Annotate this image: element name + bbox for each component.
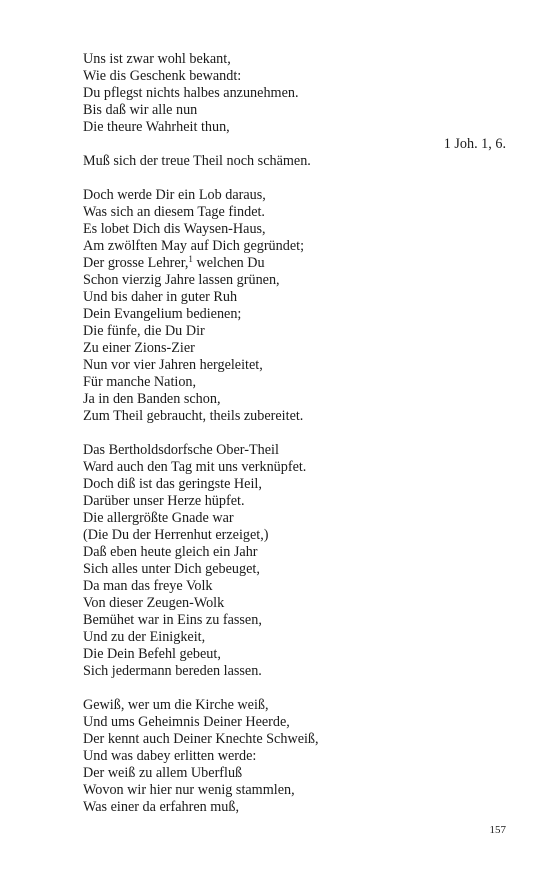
verse-line: Und zu der Einigkeit, [83, 629, 206, 645]
stanza-gap [83, 680, 513, 697]
verse-line: Und was dabey erlitten werde: [83, 748, 257, 764]
verse-line: Sich jedermann bereden lassen. [83, 663, 262, 679]
verse-line: Ward auch den Tag mit uns verknüpfet. [83, 459, 307, 475]
verse-line: Zum Theil gebraucht, theils zubereitet. [83, 408, 304, 424]
verse-line: Uns ist zwar wohl bekant, [83, 51, 231, 67]
stanza-3 [83, 442, 513, 680]
verse-line: Wovon wir hier nur wenig stammlen, [83, 782, 295, 798]
verse-line-with-footnote [83, 255, 513, 272]
verse-line: (Die Du der Herrenhut erzeiget,) [83, 527, 269, 543]
verse-line: Am zwölften May auf Dich gegründet; [83, 238, 305, 254]
verse-line: Bis daß wir alle nun [83, 102, 198, 118]
verse-line: Ja in den Banden schon, [83, 391, 221, 407]
verse-line: Wie dis Geschenk bewandt: [83, 68, 242, 84]
verse-line: Daß eben heute gleich ein Jahr [83, 544, 258, 560]
verse-line: Bemühet war in Eins zu fassen, [83, 612, 262, 628]
scripture-reference: 1 Joh. 1, 6. [443, 136, 506, 152]
page-number: 157 [489, 824, 506, 836]
verse-line: Nun vor vier Jahren hergeleitet, [83, 357, 263, 373]
stanza-gap [83, 170, 513, 187]
stanza-1 [83, 51, 513, 170]
verse-line: Das Bertholdsdorfsche Ober-Theil [83, 442, 279, 458]
stanza-2 [83, 187, 513, 425]
verse-line: Der kennt auch Deiner Knechte Schweiß, [83, 731, 319, 747]
verse-line: Da man das freye Volk [83, 578, 213, 594]
verse-line: Die theure Wahrheit thun, [83, 119, 230, 135]
verse-line: Doch werde Dir ein Lob daraus, [83, 187, 266, 203]
verse-line: Von dieser Zeugen-Wolk [83, 595, 225, 611]
footnote-marker[interactable]: 1 [188, 254, 193, 264]
verse-text: Der grosse Lehrer, [83, 255, 189, 271]
verse-line: Es lobet Dich dis Waysen-Haus, [83, 221, 266, 237]
verse-line: Die allergrößte Gnade war [83, 510, 234, 526]
verse-line: Was sich an diesem Tage findet. [83, 204, 265, 220]
verse-line: Was einer da erfahren muß, [83, 799, 240, 815]
verse-text: welchen Du [192, 255, 265, 271]
verse-line: Muß sich der treue Theil noch schämen. [83, 153, 311, 169]
stanza-gap [83, 425, 513, 442]
verse-line: Gewiß, wer um die Kirche weiß, [83, 697, 269, 713]
poem-text [83, 51, 513, 816]
verse-line: Du pflegst nichts halbes anzunehmen. [83, 85, 299, 101]
verse-line: Der weiß zu allem Uberfluß [83, 765, 243, 781]
verse-line: Darüber unser Herze hüpfet. [83, 493, 245, 509]
verse-line: Die Dein Befehl gebeut, [83, 646, 221, 662]
verse-line: Schon vierzig Jahre lassen grünen, [83, 272, 280, 288]
stanza-4 [83, 697, 513, 816]
verse-line: Und ums Geheimnis Deiner Heerde, [83, 714, 290, 730]
verse-line: Zu einer Zions-Zier [83, 340, 195, 356]
verse-line: Doch diß ist das geringste Heil, [83, 476, 262, 492]
verse-line: Dein Evangelium bedienen; [83, 306, 242, 322]
verse-line: Sich alles unter Dich gebeuget, [83, 561, 260, 577]
verse-line: Für manche Nation, [83, 374, 197, 390]
verse-line: Die fünfe, die Du Dir [83, 323, 205, 339]
verse-line: Und bis daher in guter Ruh [83, 289, 238, 305]
